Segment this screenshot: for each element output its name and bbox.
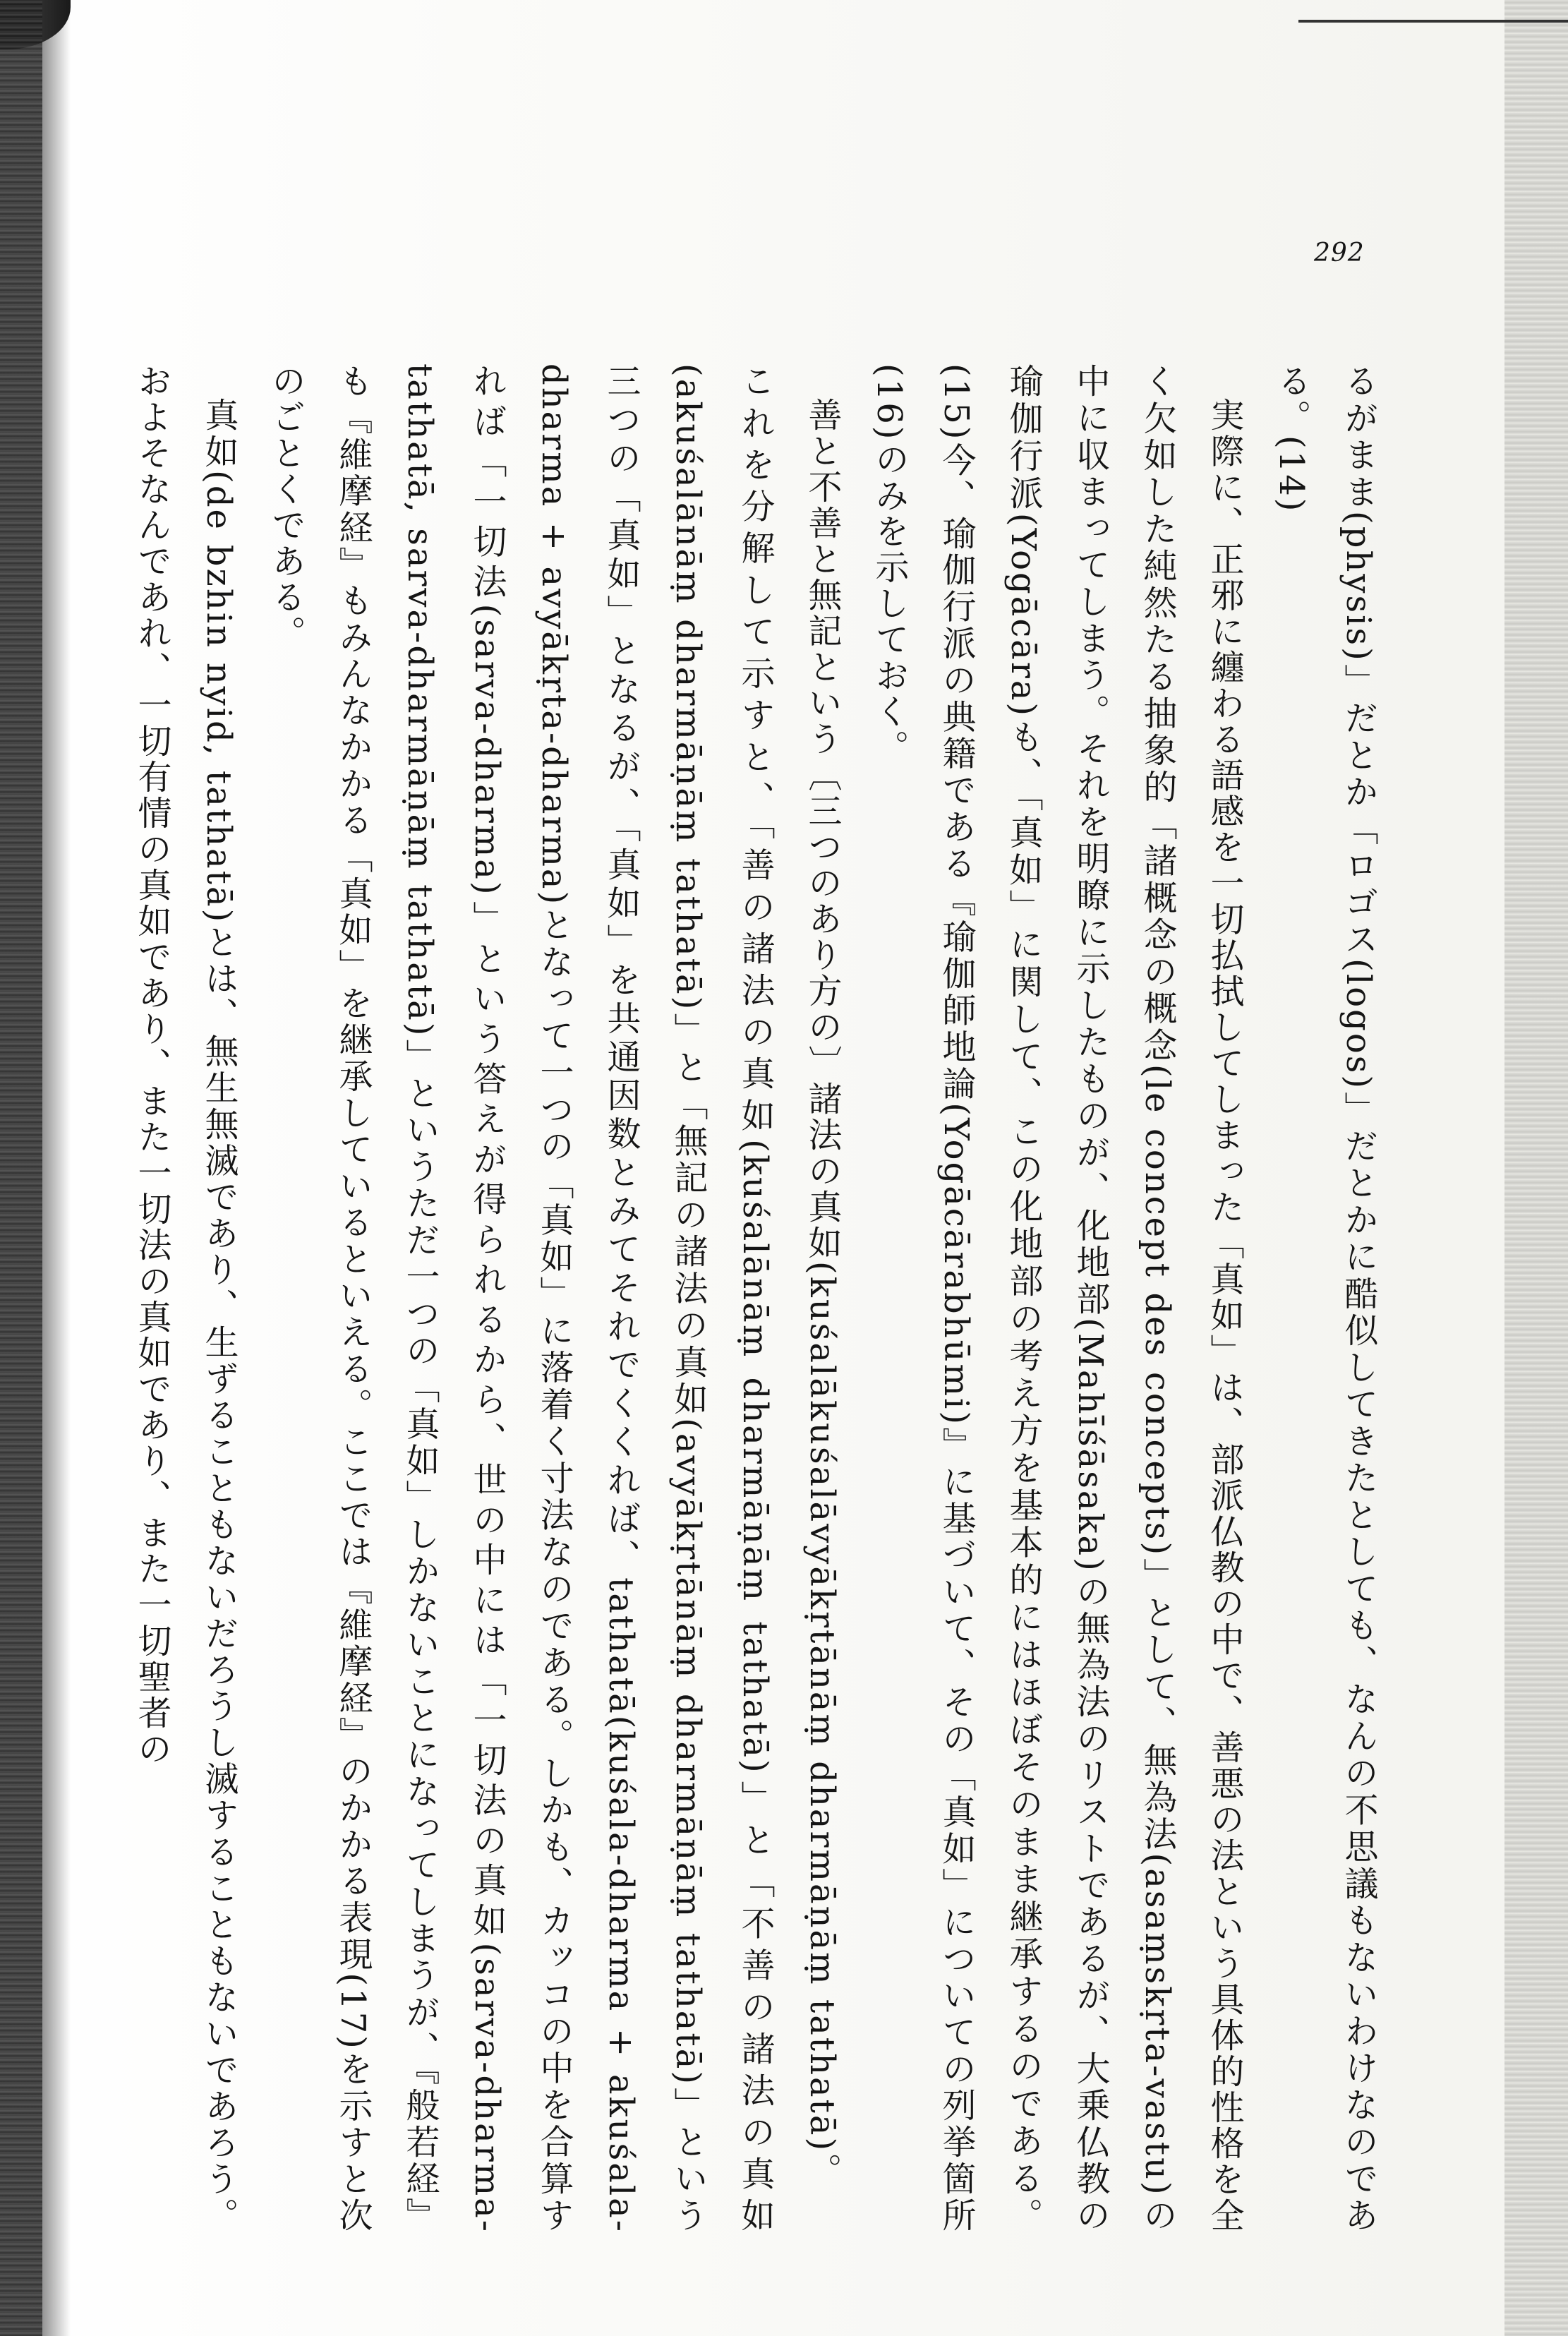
- quoted-passage: 善と不善と無記という〔三つのあり方の〕諸法の真如(kuśalākuśalāvyākṛtānāṃ dharmāṇāṃ tathatā)。: [802, 397, 842, 2189]
- vertical-body-text: [121, 363, 1392, 2234]
- top-rule: [1298, 20, 1568, 23]
- page-number: 292: [1314, 239, 1365, 267]
- paragraph: 実際に、正邪に纏わる語感を一切払拭してしまった「真如」は、部派仏教の中で、善悪の法という具体的性格を全く欠如した純然たる抽象的「諸概念の概念(le concept des concepts)」として、無為法(asaṃskṛta-vastu)の中に収まってしまう。それを明瞭に示したものが、化地部(Mahīśāsaka)の無為法のリストであるが、大乗仏教の瑜伽行派(Yogācāra)も、「真如」に関して、この化地部の考え方を基本的にはほぼそのまま継承するのである。(15)今、瑜伽行派の典籍である『瑜伽師地論(Yogācārabhūmi)』に基づいて、その「真如」についての列挙箇所(16)のみを示しておく。: [869, 363, 1244, 2234]
- paragraph: これを分解して示すと、「善の諸法の真如(kuśalānāṃ dharmāṇāṃ tathatā)」と「不善の諸法の真如(akuśalānāṃ dharmāṇāṃ tathatā)」と「無記の諸法の真如(avyākṛtānāṃ dharmāṇāṃ tathatā)」という三つの「真如」となるが、「真如」を共通因数とみてそれでくくれば、tathatā(kuśala-dharma + akuśala-dharma + avyākṛta-dharma)となって一つの「真如」に落着く寸法なのである。しかも、カッコの中を合算すれば「一切法(sarva-dharma)」という答えが得られるから、世の中には「一切法の真如(sarva-dharma-tathatā, sarva-dharmāṇāṃ tathatā)」というただ一つの「真如」しかないことになってしまうが、『般若経』も『維摩経』もみんなかかる「真如」を継承しているといえる。ここでは『維摩経』のかかる表現(17)を示すと次のごとくである。: [266, 363, 775, 2234]
- binding-edge-fade: [42, 0, 71, 2336]
- paragraph-continued: るがまま(physis)」だとか「ロゴス(logos)」だとかに酷似してきたとしても、なんの不思議もないわけなのである。(14): [1272, 363, 1378, 2234]
- page-edge-right: [1504, 0, 1568, 2336]
- paragraph: 真如(de bzhin nyid, tathatā)とは、無生無滅であり、生ずることもないだろうし滅することもないであろう。およそなんであれ、一切有情の真如であり、また一切法の真如であり、また一切聖者の: [132, 363, 239, 2234]
- binding-edge-shadow: [0, 0, 42, 2336]
